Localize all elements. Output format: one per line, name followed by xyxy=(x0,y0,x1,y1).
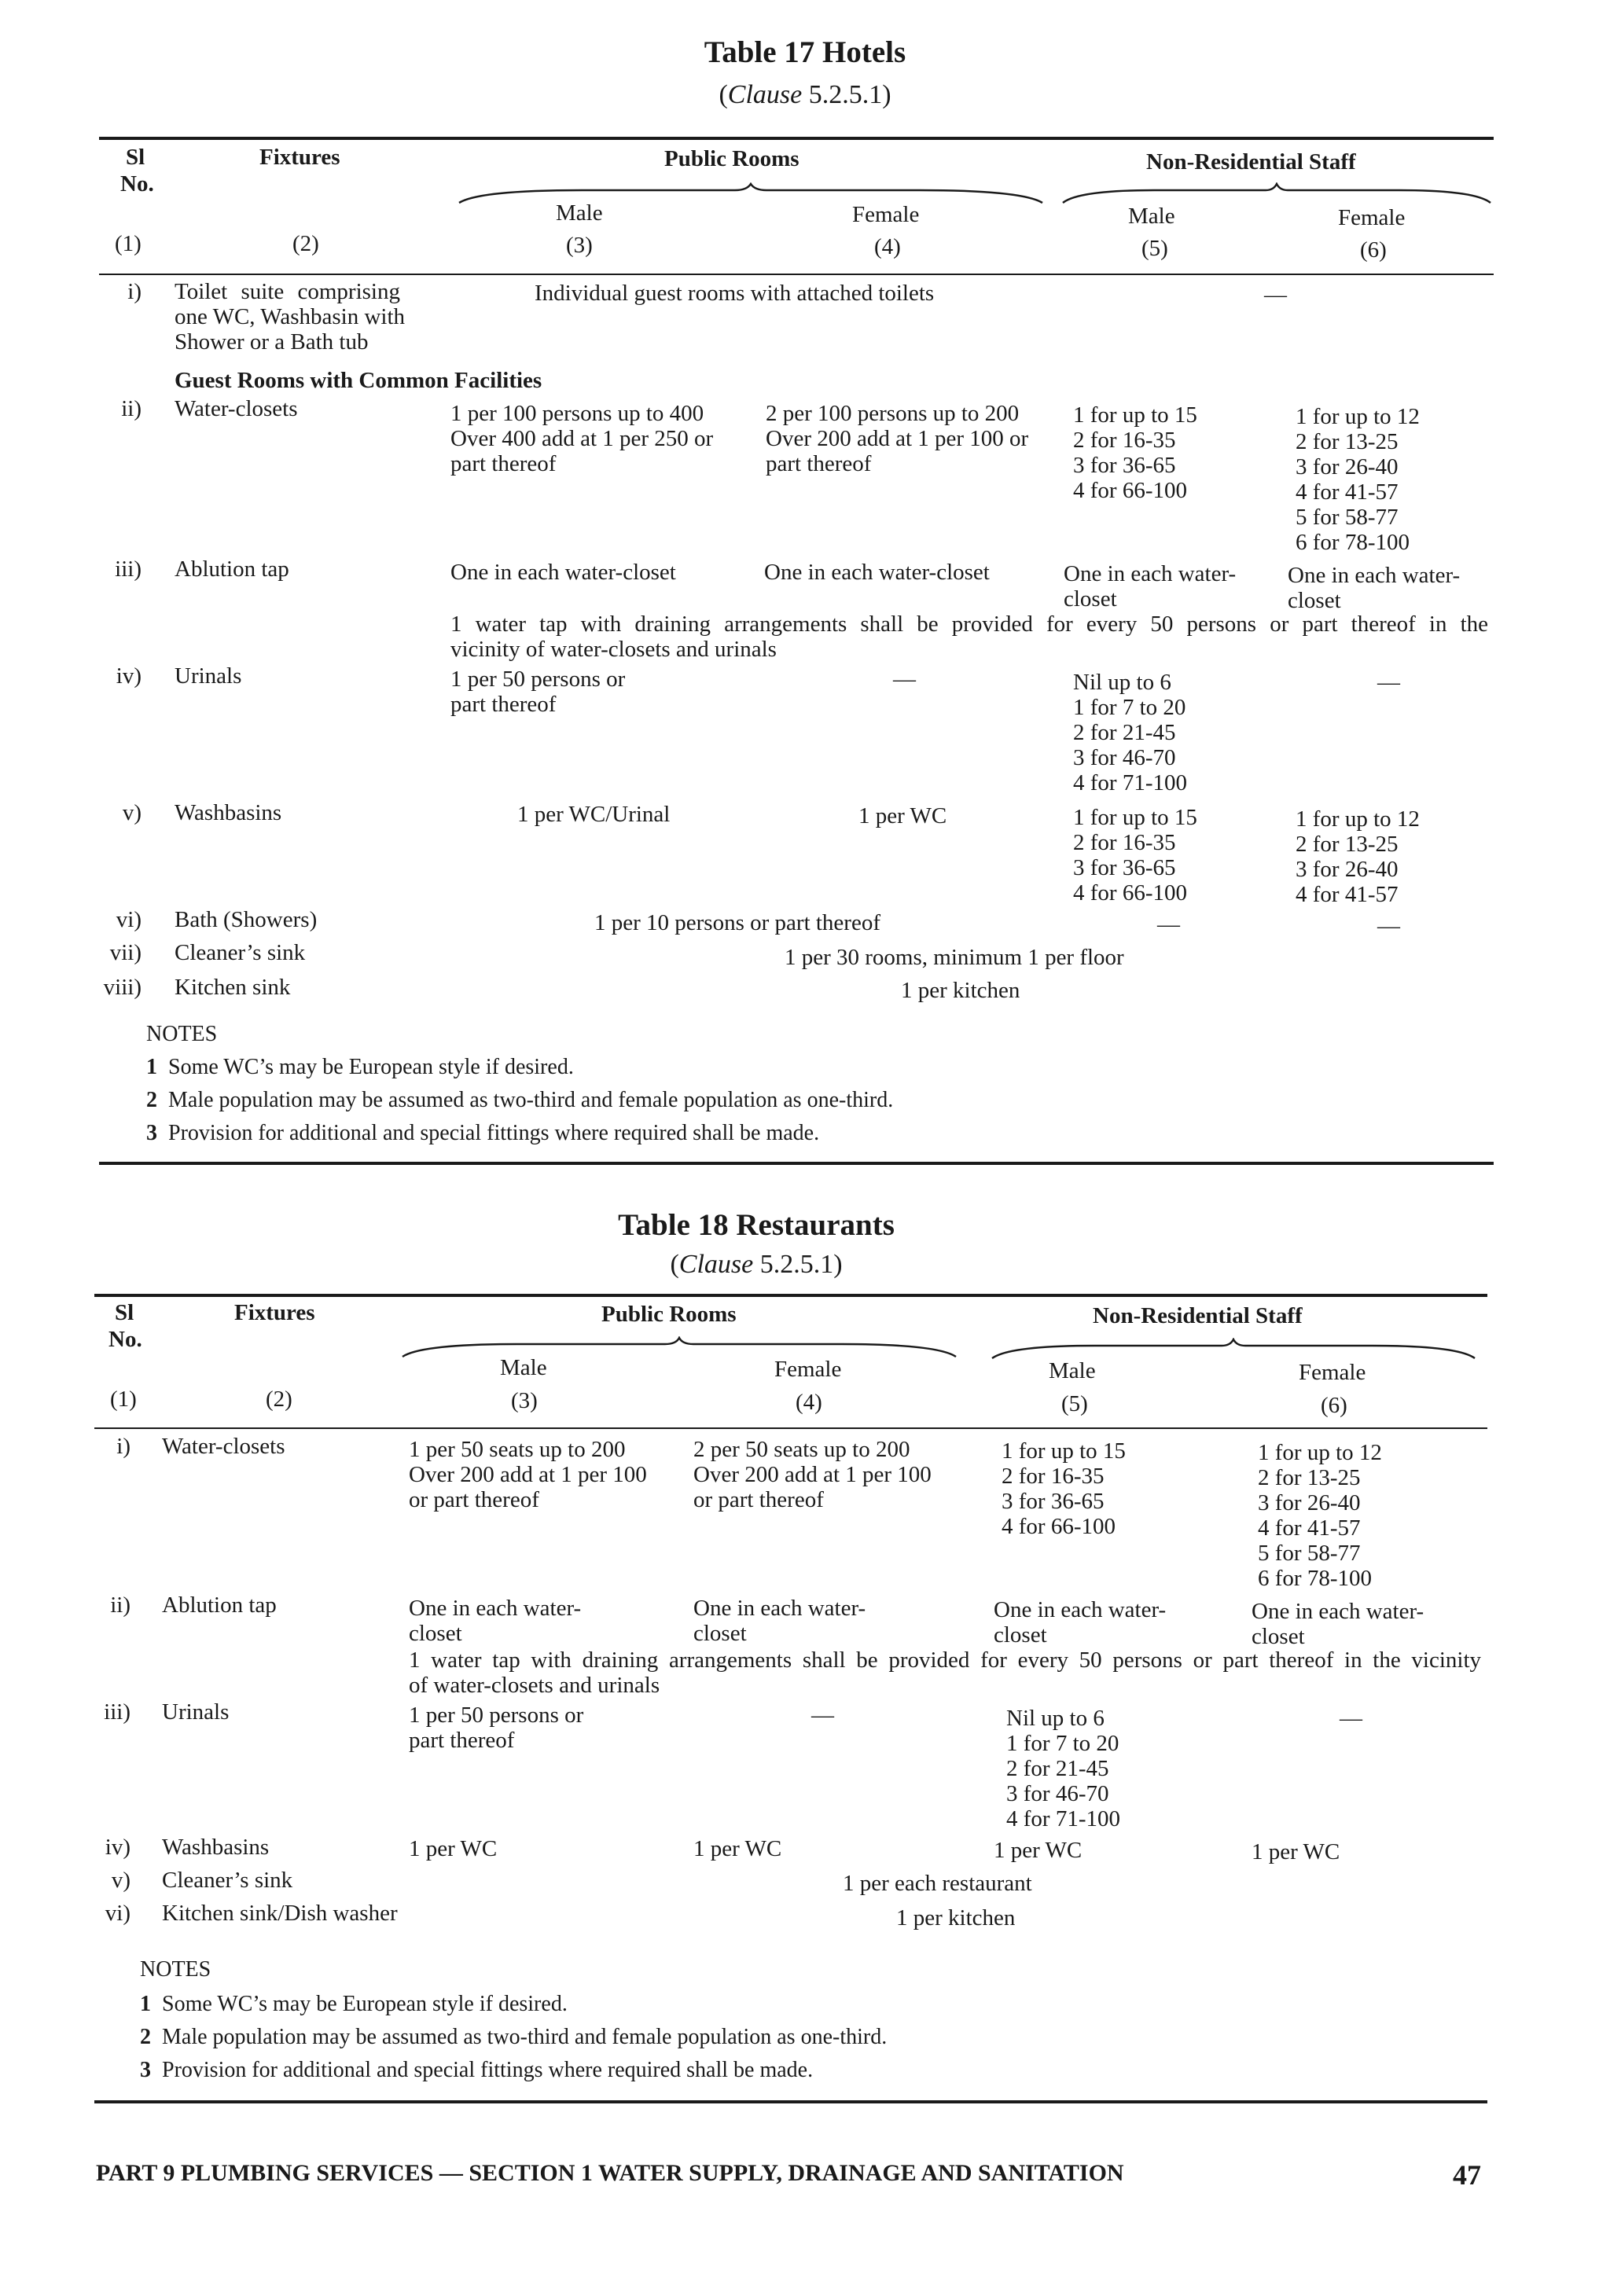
t18-col3: (3) xyxy=(511,1388,538,1413)
t17-h-staff-female: Female xyxy=(1338,205,1406,230)
t17-r4-public-male: 1 per 50 persons or part thereof xyxy=(450,667,626,717)
t18-r4-public-female: 1 per WC xyxy=(693,1836,782,1861)
t17-r1-sl: i) xyxy=(127,279,142,304)
t17-r4-public-female: — xyxy=(893,667,916,692)
t17-r4-fixture: Urinals xyxy=(175,663,242,689)
t17-r3-staff-male: One in each water- closet xyxy=(1064,561,1237,612)
t17-r3-staff-female: One in each water- closet xyxy=(1288,563,1461,613)
t18-r2-sl: ii) xyxy=(110,1593,130,1618)
t18-h-public-female: Female xyxy=(774,1357,842,1382)
t18-notes-heading: NOTES xyxy=(140,1957,211,1982)
t18-r6-fixture: Kitchen sink/Dish washer xyxy=(162,1901,398,1926)
t17-r5-public-female: 1 per WC xyxy=(858,803,947,828)
t18-h-staff-female: Female xyxy=(1299,1360,1366,1385)
t18-r5-fixture: Cleaner’s sink xyxy=(162,1868,293,1893)
t17-note-1: 1 Some WC’s may be European style if desired. xyxy=(146,1055,574,1079)
t17-r8-fixture: Kitchen sink xyxy=(175,975,291,1000)
t18-h-public-rooms: Public Rooms xyxy=(601,1302,737,1327)
t17-r3-public-male: One in each water-closet xyxy=(450,560,676,585)
table17-title: Table 17 Hotels xyxy=(704,35,906,69)
t17-r4-sl: iv) xyxy=(116,663,142,689)
t18-r3-staff-male: Nil up to 6 1 for 7 to 20 2 for 21-45 3 for 46-70 4 for 71-100 xyxy=(1006,1706,1120,1831)
t17-col5: (5) xyxy=(1141,236,1168,261)
t18-r1-staff-male: 1 for up to 15 2 for 16-35 3 for 36-65 4 for 66-100 xyxy=(1002,1438,1126,1539)
t17-r2-fixture: Water-closets xyxy=(175,396,298,421)
t18-r1-public-male: 1 per 50 seats up to 200 Over 200 add at 1 per 100 or part thereof xyxy=(409,1437,647,1512)
t18-r4-fixture: Washbasins xyxy=(162,1835,270,1860)
t17-r6-span: 1 per 10 persons or part thereof xyxy=(594,910,880,935)
t17-col1: (1) xyxy=(115,231,142,256)
table18-top-rule xyxy=(94,1294,1487,1297)
t17-note-3: 3 Provision for additional and special fittings where required shall be made. xyxy=(146,1121,820,1145)
t18-h-staff: Non-Residential Staff xyxy=(1093,1303,1303,1328)
t17-h-public-rooms: Public Rooms xyxy=(664,146,799,171)
t18-r2-span-note: 1 water tap with draining arrangements shall be provided for every 50 persons or part thereof in the vicinity of water-closets and urinals xyxy=(409,1648,1481,1698)
table18-bottom-rule xyxy=(94,2100,1487,2103)
t17-h-staff-male: Male xyxy=(1128,204,1175,229)
t18-r3-staff-female: — xyxy=(1340,1706,1362,1731)
t17-r7-span: 1 per 30 rooms, minimum 1 per floor xyxy=(785,945,1124,970)
t17-r1-dash: — xyxy=(1264,282,1287,307)
t17-h-sl: Sl xyxy=(126,145,145,170)
t17-r5-fixture: Washbasins xyxy=(175,800,282,825)
t18-r3-fixture: Urinals xyxy=(162,1699,230,1725)
t17-r5-staff-male: 1 for up to 15 2 for 16-35 3 for 36-65 4 for 66-100 xyxy=(1073,805,1197,906)
t17-r2-public-male: 1 per 100 persons up to 400 Over 400 add at 1 per 250 or part thereof xyxy=(450,401,714,476)
t17-r2-sl: ii) xyxy=(121,396,142,421)
t18-r2-staff-male: One in each water- closet xyxy=(994,1597,1167,1648)
t17-r1-span: Individual guest rooms with attached toilets xyxy=(535,281,935,306)
t17-section-heading: Guest Rooms with Common Facilities xyxy=(175,368,542,393)
t17-r2-staff-female: 1 for up to 12 2 for 13-25 3 for 26-40 4 for 41-57 5 for 58-77 6 for 78-100 xyxy=(1296,404,1420,555)
t18-h-staff-male: Male xyxy=(1049,1358,1096,1383)
t17-r8-span: 1 per kitchen xyxy=(901,978,1020,1003)
t18-r2-staff-female: One in each water- closet xyxy=(1252,1599,1424,1649)
t18-r1-fixture: Water-closets xyxy=(162,1434,285,1459)
t17-col6: (6) xyxy=(1360,237,1387,263)
table18-header-rule xyxy=(94,1427,1487,1429)
t18-h-no: No. xyxy=(108,1327,142,1352)
t17-r3-span-note: 1 water tap with draining arrangements shall be provided for every 50 persons or part thereof in the vicinity of water-closets and urinals xyxy=(450,612,1488,662)
t17-r5-staff-female: 1 for up to 12 2 for 13-25 3 for 26-40 4 for 41-57 xyxy=(1296,806,1420,907)
t17-h-public-male: Male xyxy=(556,200,603,226)
t18-r4-public-male: 1 per WC xyxy=(409,1836,498,1861)
t17-col2: (2) xyxy=(292,231,319,256)
table17-top-rule xyxy=(99,137,1494,140)
t18-r3-public-female: — xyxy=(811,1703,834,1728)
t18-r6-span: 1 per kitchen xyxy=(896,1905,1016,1930)
t18-r6-sl: vi) xyxy=(105,1901,130,1926)
t18-note-3: 3 Provision for additional and special fittings where required shall be made. xyxy=(140,2058,814,2082)
t18-col4: (4) xyxy=(796,1390,822,1415)
table17-clause: (Clause 5.2.5.1) xyxy=(719,80,891,109)
t18-r1-public-female: 2 per 50 seats up to 200 Over 200 add at 1 per 100 or part thereof xyxy=(693,1437,932,1512)
t18-r5-span: 1 per each restaurant xyxy=(843,1871,1032,1896)
t18-r3-sl: iii) xyxy=(104,1699,130,1725)
t18-note-2: 2 Male population may be assumed as two-third and female population as one-third. xyxy=(140,2025,888,2049)
t18-r1-sl: i) xyxy=(116,1434,130,1459)
t17-r6-fixture: Bath (Showers) xyxy=(175,907,318,932)
t17-r7-sl: vii) xyxy=(109,940,142,965)
t17-r6-sl: vi) xyxy=(116,907,142,932)
t17-brace-staff xyxy=(1060,182,1494,206)
t17-r1-fixture: Toilet suite comprising one WC, Washbasin with Shower or a Bath tub xyxy=(175,279,406,355)
page-footer-title: PART 9 PLUMBING SERVICES — SECTION 1 WATER SUPPLY, DRAINAGE AND SANITATION xyxy=(96,2160,1124,2186)
t17-r2-public-female: 2 per 100 persons up to 200 Over 200 add at 1 per 100 or part thereof xyxy=(766,401,1029,476)
table18-title: Table 18 Restaurants xyxy=(618,1208,895,1242)
t18-h-public-male: Male xyxy=(500,1355,547,1380)
t17-col4: (4) xyxy=(874,234,901,259)
t17-h-public-female: Female xyxy=(852,202,920,227)
table17-header-rule xyxy=(99,274,1494,275)
t18-note-1: 1 Some WC’s may be European style if desired. xyxy=(140,1992,568,2016)
t17-r6-staff-female: — xyxy=(1377,913,1400,939)
t17-r2-staff-male: 1 for up to 15 2 for 16-35 3 for 36-65 4 for 66-100 xyxy=(1073,402,1197,503)
t17-r6-staff-male: — xyxy=(1157,912,1180,937)
t18-h-fixtures: Fixtures xyxy=(234,1300,315,1325)
t17-r7-fixture: Cleaner’s sink xyxy=(175,940,306,965)
t17-r5-sl: v) xyxy=(122,800,142,825)
t17-r4-staff-male: Nil up to 6 1 for 7 to 20 2 for 21-45 3 for 46-70 4 for 71-100 xyxy=(1073,670,1187,795)
page-number: 47 xyxy=(1453,2159,1481,2191)
t18-r2-fixture: Ablution tap xyxy=(162,1593,277,1618)
t17-h-no: No. xyxy=(120,171,154,197)
t17-col3: (3) xyxy=(566,233,593,258)
t18-col6: (6) xyxy=(1321,1393,1347,1418)
t18-r3-public-male: 1 per 50 persons or part thereof xyxy=(409,1703,584,1753)
t17-note-2: 2 Male population may be assumed as two-third and female population as one-third. xyxy=(146,1088,894,1112)
t18-col5: (5) xyxy=(1061,1391,1088,1416)
t18-r4-staff-male: 1 per WC xyxy=(994,1838,1083,1863)
t18-r4-staff-female: 1 per WC xyxy=(1252,1839,1340,1864)
table18-clause: (Clause 5.2.5.1) xyxy=(670,1250,843,1279)
t17-r4-staff-female: — xyxy=(1377,670,1400,695)
t18-r2-public-male: One in each water- closet xyxy=(409,1596,582,1646)
t18-r1-staff-female: 1 for up to 12 2 for 13-25 3 for 26-40 4 for 41-57 5 for 58-77 6 for 78-100 xyxy=(1258,1440,1382,1591)
t17-h-fixtures: Fixtures xyxy=(259,145,340,170)
t17-r3-public-female: One in each water-closet xyxy=(764,560,990,585)
t18-col2: (2) xyxy=(266,1387,292,1412)
t18-r5-sl: v) xyxy=(111,1868,130,1893)
t18-h-sl: Sl xyxy=(115,1300,134,1325)
t18-col1: (1) xyxy=(110,1387,137,1412)
t17-r3-fixture: Ablution tap xyxy=(175,557,289,582)
t17-h-staff: Non-Residential Staff xyxy=(1146,149,1356,174)
t17-notes-heading: NOTES xyxy=(146,1022,218,1046)
t18-brace-public xyxy=(399,1336,959,1360)
t17-brace-public xyxy=(456,182,1046,206)
t18-r4-sl: iv) xyxy=(105,1835,130,1860)
table17-bottom-rule xyxy=(99,1162,1494,1165)
t18-r2-public-female: One in each water- closet xyxy=(693,1596,866,1646)
t17-r8-sl: viii) xyxy=(103,975,142,1000)
t17-r5-public-male: 1 per WC/Urinal xyxy=(517,802,671,827)
t17-r3-sl: iii) xyxy=(115,557,142,582)
